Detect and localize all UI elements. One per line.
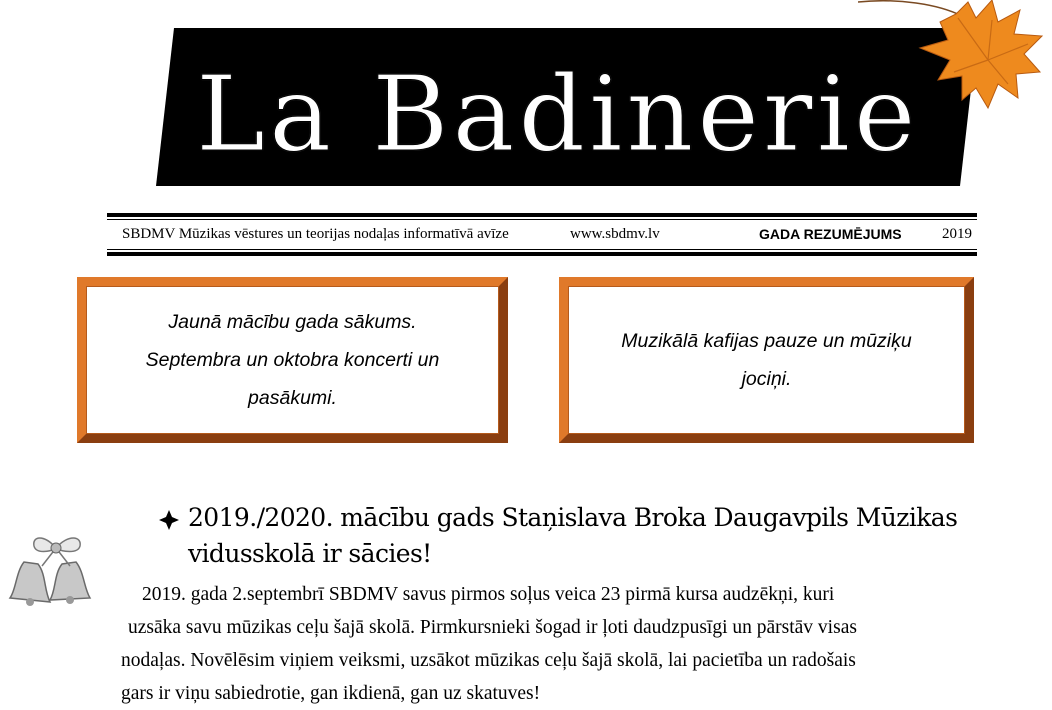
masthead (156, 28, 978, 186)
website-link[interactable]: www.sbdmv.lv (570, 226, 660, 242)
top-rule-thin (107, 219, 977, 220)
bottom-rule (107, 252, 977, 256)
body-line: uzsāka savu mūzikas ceļu šajā skolā. Pirmkursnieki šogad ir ļoti daudzpusīgi un pārstāv visas (128, 617, 857, 638)
teaser-box-coffee-break (559, 277, 974, 443)
info-strip (107, 222, 977, 248)
edition-year: 2019 (942, 226, 972, 242)
teaser-text: Jaunā mācību gada sākums. Septembra un oktobra koncerti un pasākumi. (145, 311, 440, 409)
body-line: 2019. gada 2.septembrī SBDMV savus pirmos soļus veica 23 pirmā kursa audzēkņi, kuri (142, 584, 835, 605)
newspaper-subtitle: SBDMV Mūzikas vēstures un teorijas nodaļas informatīvā avīze (122, 226, 509, 242)
body-line: nodaļas. Novēlēsim viņiem veiksmi, uzsākot mūzikas ceļu šajā skolā, lai pacietība un radošais (121, 650, 856, 671)
top-rule (107, 213, 977, 217)
edition-label: GADA REZUMĒJUMS (759, 226, 902, 242)
maple-leaf-icon (858, 0, 1048, 118)
headline-line: vidusskolā ir sācies! (188, 539, 432, 568)
bottom-rule-thin (107, 249, 977, 250)
teaser-box-season-start (77, 277, 508, 443)
diamond-bullet-icon (158, 509, 180, 531)
teaser-text: Muzikālā kafijas pauze un mūziķu jociņi. (621, 330, 912, 390)
bells-icon (6, 528, 106, 612)
headline-line: 2019./2020. mācību gads Staņislava Broka Daugavpils Mūzikas (188, 503, 958, 532)
masthead-title: La Badinerie (196, 53, 920, 175)
article-body (121, 578, 1001, 710)
body-line: gars ir viņu sabiedrotie, gan ikdienā, gan uz skatuves! (121, 683, 541, 704)
